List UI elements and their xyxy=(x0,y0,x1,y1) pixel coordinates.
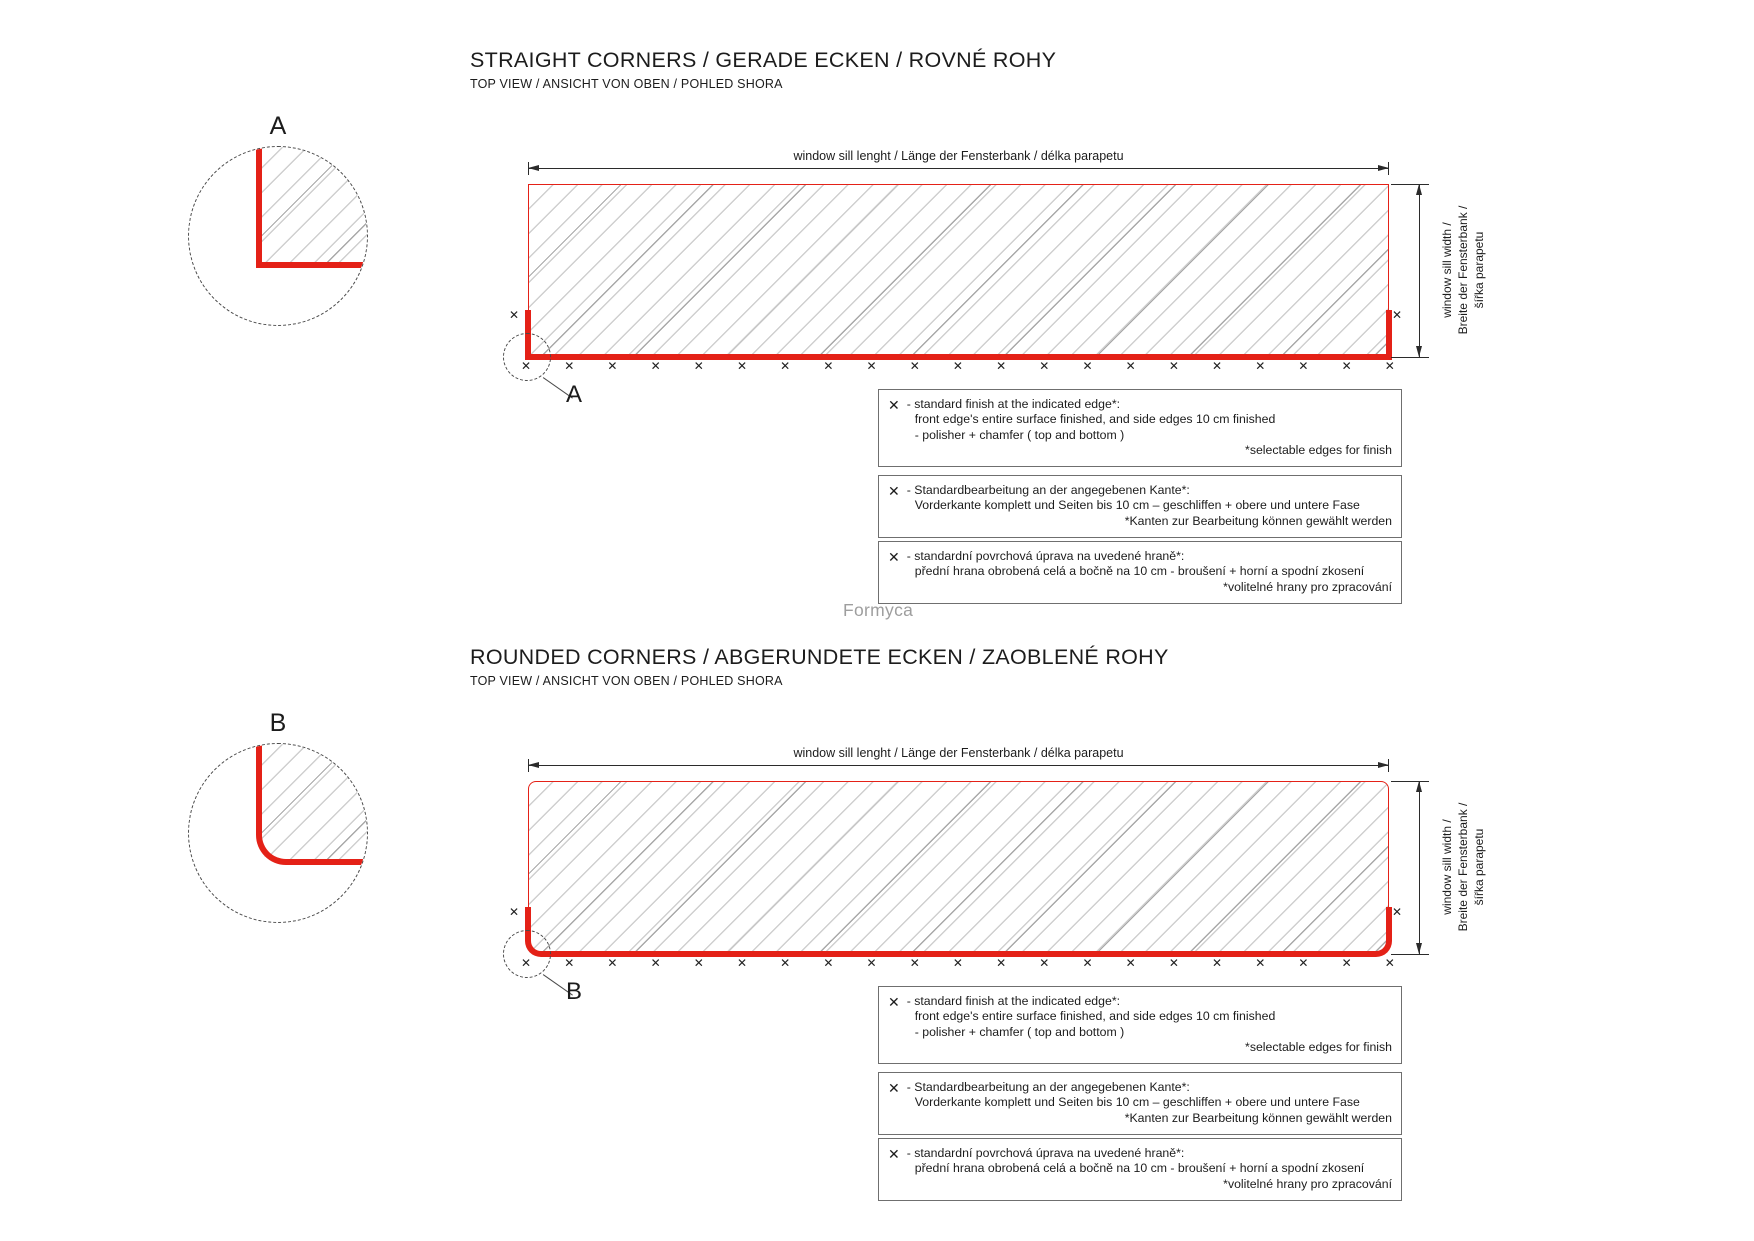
finished-edge-highlight xyxy=(525,907,1392,957)
note-line: - Standardbearbeitung an der angegebenen Kante*: xyxy=(906,1080,1190,1094)
finish-marker: ✕ xyxy=(1341,956,1352,970)
section-rounded-corners xyxy=(0,597,1754,1217)
note-line: Vorderkante komplett und Seiten bis 10 cm – geschliffen + obere und untere Fase xyxy=(914,1095,1360,1110)
finish-marker: ✕ xyxy=(607,359,618,373)
finish-marker: ✕ xyxy=(736,359,747,373)
x-marker-icon: ✕ xyxy=(888,1146,900,1162)
corner-reference-label: A xyxy=(566,381,583,408)
finish-marker: ✕ xyxy=(607,956,618,970)
length-dimension-line xyxy=(528,765,1389,766)
section-subtitle: TOP VIEW / ANSICHT VON OBEN / POHLED SHORA xyxy=(470,674,783,688)
finish-marker: ✕ xyxy=(1255,956,1266,970)
watermark: Formyca xyxy=(843,600,914,620)
note-box-english xyxy=(878,389,1402,467)
section-subtitle: TOP VIEW / ANSICHT VON OBEN / POHLED SHORA xyxy=(470,77,783,91)
edge-finish-marker-left: ✕ xyxy=(509,308,520,322)
note-line: - Standardbearbeitung an der angegebenen Kante*: xyxy=(906,483,1190,497)
width-label-line: Breite der Fensterbank / xyxy=(1456,205,1470,335)
note-box-english xyxy=(878,986,1402,1064)
section-title: ROUNDED CORNERS / ABGERUNDETE ECKEN / ZAOBLENÉ ROHY xyxy=(470,645,1169,669)
finish-marker: ✕ xyxy=(1125,359,1136,373)
note-line: - standardní povrchová úprava na uvedené hraně*: xyxy=(906,1146,1185,1160)
finish-marker: ✕ xyxy=(736,956,747,970)
x-marker-icon: ✕ xyxy=(888,549,900,565)
corner-detail-circle xyxy=(188,743,368,923)
note-line: - standard finish at the indicated edge*: xyxy=(906,397,1121,411)
length-dimension-label: window sill lenght / Länge der Fensterbank / délka parapetu xyxy=(793,149,1124,163)
finish-marker: ✕ xyxy=(1039,359,1050,373)
finish-marker: ✕ xyxy=(866,956,877,970)
dimension-tick xyxy=(1391,954,1429,955)
edge-finish-marker-right: ✕ xyxy=(1392,905,1403,919)
corner-highlight-ring xyxy=(503,930,551,978)
finish-marker: ✕ xyxy=(1039,956,1050,970)
detail-label: B xyxy=(269,709,287,737)
finish-marker: ✕ xyxy=(1212,956,1223,970)
width-label-line: window sill width / xyxy=(1440,819,1454,915)
edge-finish-markers xyxy=(521,359,1395,373)
finished-edge-highlight xyxy=(525,310,1392,360)
note-line: - standardní povrchová úprava na uvedené hraně*: xyxy=(906,549,1185,563)
note-line: - polisher + chamfer ( top and bottom ) xyxy=(914,427,1125,442)
section-title: STRAIGHT CORNERS / GERADE ECKEN / ROVNÉ ROHY xyxy=(470,48,1057,72)
note-line: front edge's entire surface finished, and side edges 10 cm finished xyxy=(914,1009,1276,1024)
corner-detail-circle xyxy=(188,146,368,326)
finish-marker: ✕ xyxy=(521,956,532,970)
finish-marker: ✕ xyxy=(564,359,575,373)
x-marker-icon: ✕ xyxy=(888,397,900,413)
finish-marker: ✕ xyxy=(952,956,963,970)
width-label-line: Breite der Fensterbank / xyxy=(1456,802,1470,932)
note-box-czech xyxy=(878,541,1402,604)
dimension-tick xyxy=(1391,781,1429,782)
dimension-tick xyxy=(1388,162,1389,175)
note-footnote: *selectable edges for finish xyxy=(1245,442,1392,457)
section-straight-corners xyxy=(0,0,1754,620)
length-dimension-label: window sill lenght / Länge der Fensterbank / délka parapetu xyxy=(793,746,1124,760)
dimension-tick xyxy=(528,162,529,175)
finish-marker: ✕ xyxy=(693,956,704,970)
note-line: Vorderkante komplett und Seiten bis 10 cm – geschliffen + obere und untere Fase xyxy=(914,498,1360,513)
finish-marker: ✕ xyxy=(823,359,834,373)
finish-marker: ✕ xyxy=(1168,956,1179,970)
note-footnote: *Kanten zur Bearbeitung können gewählt werden xyxy=(1124,1110,1392,1125)
width-label-line: window sill width / xyxy=(1440,222,1454,318)
dimension-tick xyxy=(1391,357,1429,358)
corner-reference-label: B xyxy=(566,978,583,1005)
window-sill-top-view xyxy=(528,781,1389,954)
note-footnote: *selectable edges for finish xyxy=(1245,1039,1392,1054)
width-label-line: šířka parapetu xyxy=(1472,828,1486,906)
finish-marker: ✕ xyxy=(996,359,1007,373)
finish-marker: ✕ xyxy=(521,359,532,373)
finish-marker: ✕ xyxy=(693,359,704,373)
finish-marker: ✕ xyxy=(564,956,575,970)
finish-marker: ✕ xyxy=(1341,359,1352,373)
finish-marker: ✕ xyxy=(1298,359,1309,373)
finish-marker: ✕ xyxy=(650,956,661,970)
finish-marker: ✕ xyxy=(909,359,920,373)
x-marker-icon: ✕ xyxy=(888,994,900,1010)
note-line: přední hrana obrobená celá a bočně na 10 cm - broušení + horní a spodní zkosení xyxy=(914,564,1365,579)
note-footnote: *volitelné hrany pro zpracování xyxy=(1223,1176,1392,1191)
finish-marker: ✕ xyxy=(996,956,1007,970)
edge-finish-marker-right: ✕ xyxy=(1392,308,1403,322)
finish-marker: ✕ xyxy=(1255,359,1266,373)
width-label-line: šířka parapetu xyxy=(1472,231,1486,309)
note-line: přední hrana obrobená celá a bočně na 10 cm - broušení + horní a spodní zkosení xyxy=(914,1161,1365,1176)
finish-marker: ✕ xyxy=(650,359,661,373)
finish-marker: ✕ xyxy=(780,956,791,970)
corner-detail-hatch xyxy=(256,146,368,268)
finish-marker: ✕ xyxy=(1298,956,1309,970)
width-dimension-line xyxy=(1419,184,1420,357)
dimension-tick xyxy=(1391,184,1429,185)
finish-marker: ✕ xyxy=(1384,956,1395,970)
corner-detail-hatch xyxy=(256,743,368,865)
width-dimension-line xyxy=(1419,781,1420,954)
note-footnote: *Kanten zur Bearbeitung können gewählt werden xyxy=(1124,513,1392,528)
window-sill-top-view xyxy=(528,184,1389,357)
note-footnote: *volitelné hrany pro zpracování xyxy=(1223,579,1392,594)
edge-finish-markers xyxy=(521,956,1395,970)
note-line: front edge's entire surface finished, and side edges 10 cm finished xyxy=(914,412,1276,427)
x-marker-icon: ✕ xyxy=(888,483,900,499)
finish-marker: ✕ xyxy=(1125,956,1136,970)
note-line: - standard finish at the indicated edge*: xyxy=(906,994,1121,1008)
finish-marker: ✕ xyxy=(823,956,834,970)
finish-marker: ✕ xyxy=(866,359,877,373)
finish-marker: ✕ xyxy=(1082,956,1093,970)
finish-marker: ✕ xyxy=(1082,359,1093,373)
dimension-tick xyxy=(528,759,529,772)
note-box-german xyxy=(878,475,1402,538)
note-box-czech xyxy=(878,1138,1402,1201)
finish-marker: ✕ xyxy=(1212,359,1223,373)
finish-marker: ✕ xyxy=(909,956,920,970)
note-box-german xyxy=(878,1072,1402,1135)
finish-marker: ✕ xyxy=(780,359,791,373)
finish-marker: ✕ xyxy=(1384,359,1395,373)
x-marker-icon: ✕ xyxy=(888,1080,900,1096)
finish-marker: ✕ xyxy=(1168,359,1179,373)
note-line: - polisher + chamfer ( top and bottom ) xyxy=(914,1024,1125,1039)
finish-marker: ✕ xyxy=(952,359,963,373)
edge-finish-marker-left: ✕ xyxy=(509,905,520,919)
detail-label: A xyxy=(269,112,287,140)
corner-highlight-ring xyxy=(503,333,551,381)
length-dimension-line xyxy=(528,168,1389,169)
dimension-tick xyxy=(1388,759,1389,772)
